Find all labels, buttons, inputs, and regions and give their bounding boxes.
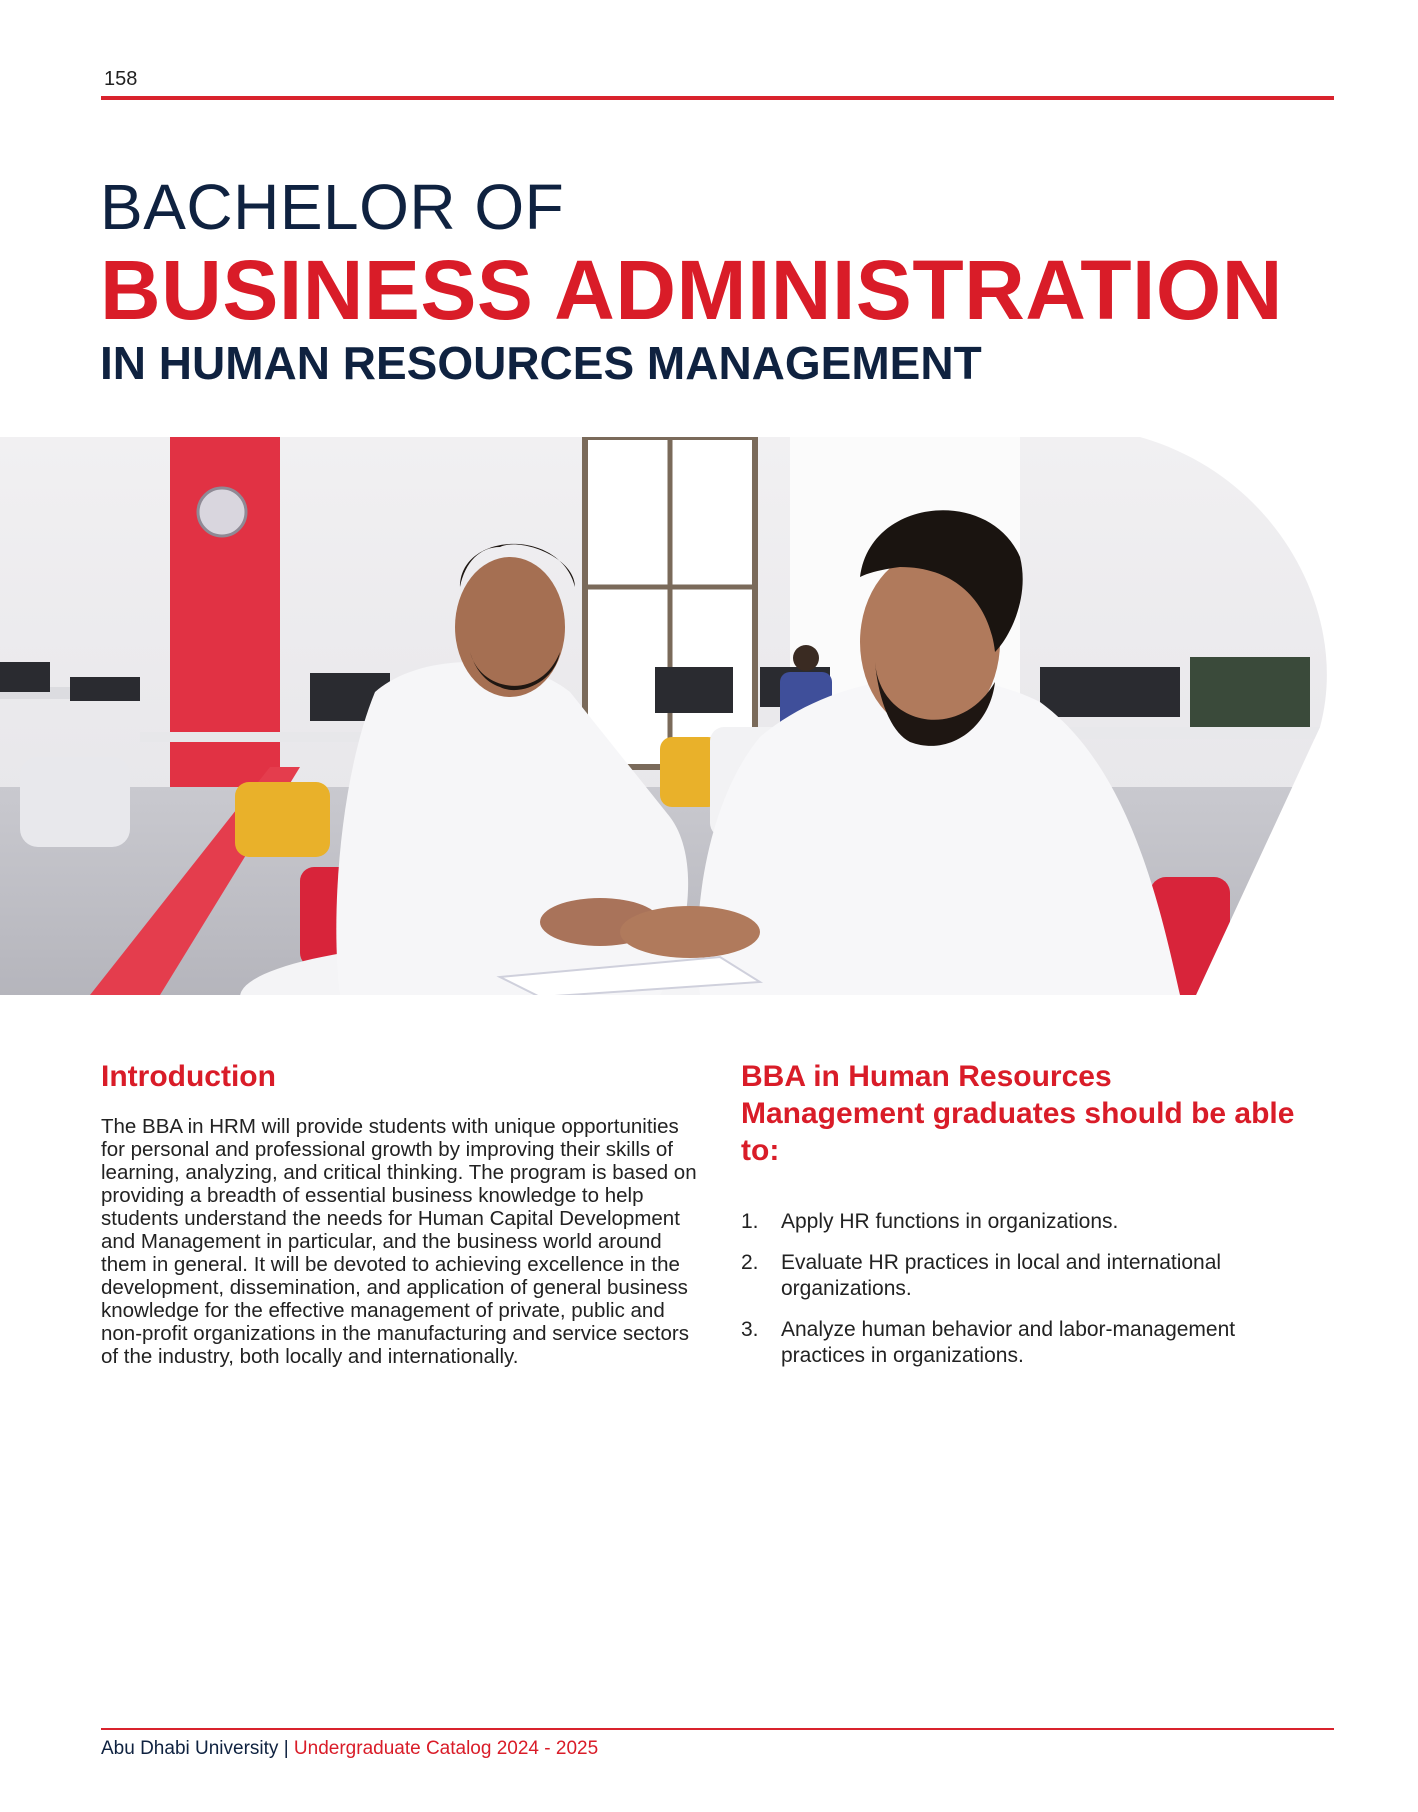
outcomes-list: [741, 1209, 1301, 1369]
list-item: [741, 1250, 1301, 1302]
bottom-divider: [101, 1728, 1334, 1730]
list-item-number: 3.: [741, 1318, 759, 1341]
hero-photo: [0, 437, 1340, 995]
list-item-text: Apply HR functions in organizations.: [781, 1210, 1119, 1233]
footer-university: Abu Dhabi University: [101, 1738, 279, 1759]
page-number: 158: [104, 68, 138, 90]
introduction-section: [101, 1058, 701, 1368]
top-divider: [101, 96, 1334, 100]
list-item-text: Analyze human behavior and labor-management practices in organizations.: [781, 1318, 1236, 1367]
outcomes-heading: BBA in Human Resources Management graduates should be able to:: [741, 1060, 1295, 1167]
footer-catalog: Undergraduate Catalog 2024 - 2025: [293, 1738, 599, 1759]
footer-separator: |: [283, 1738, 289, 1759]
list-item: [741, 1209, 1301, 1235]
title-line-1: BACHELOR OF: [100, 171, 565, 243]
outcomes-section: [741, 1058, 1301, 1384]
footer: [101, 1738, 598, 1760]
list-item: [741, 1317, 1301, 1369]
title-line-2: BUSINESS ADMINISTRATION: [100, 243, 1283, 337]
introduction-text: The BBA in HRM will provide students with unique opportunities for personal and professional growth by improving their skills of learning, analyzing, and critical thinking. The program is based on providing a breadth of essential business knowledge to help students understand the needs for Human Capital Development and Management in particular, and the business world around them in general. It will be devoted to achieving excellence in the development, dissemination, and application of general business knowledge for the effective management of private, public and non-profit organizations in the manufacturing and service sectors of the industry, both locally and internationally.: [101, 1115, 697, 1368]
list-item-text: Evaluate HR practices in local and international organizations.: [781, 1251, 1222, 1300]
list-item-number: 1.: [741, 1210, 759, 1233]
list-item-number: 2.: [741, 1251, 759, 1274]
title-line-3: IN HUMAN RESOURCES MANAGEMENT: [100, 337, 982, 389]
introduction-heading: Introduction: [101, 1060, 276, 1093]
